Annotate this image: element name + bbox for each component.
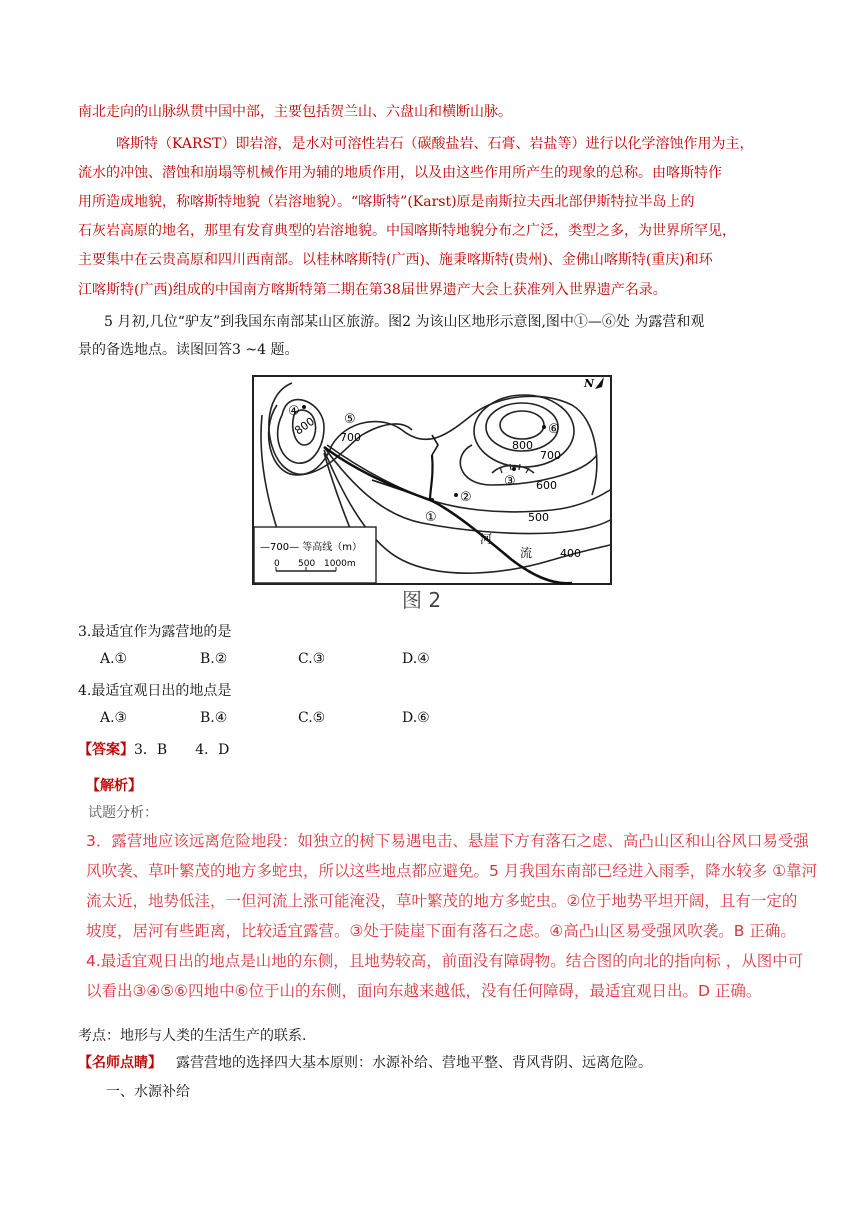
answer-label: 【答案】	[78, 742, 134, 758]
contour-label: 700	[340, 431, 361, 444]
point-2: ②	[460, 490, 472, 505]
q4-option-d: D.⑥	[402, 710, 430, 726]
north-label: N	[584, 377, 595, 390]
analysis-line-5: 4.最适宜观日出的地点是山地的东侧，且地势较高，前面没有障碍物。结合图的向北的指向标 ，从图中可	[86, 952, 804, 970]
river-label-1: 河	[480, 532, 493, 546]
section-heading: 一、水源补给	[106, 1084, 190, 1100]
point-4: ④	[288, 404, 300, 419]
analysis-heading: 【解析】	[86, 778, 142, 794]
q4-stem: 4.最适宜观日出的地点是	[78, 683, 232, 699]
contour-label: 400	[560, 547, 581, 560]
intro-line-6: 主要集中在云贵高原和四川西南部。以桂林喀斯特(广西)、施秉喀斯特(贵州)、金佛山喀斯特(重庆)和环	[78, 252, 713, 268]
tip-label: 【名师点睛】	[78, 1055, 162, 1071]
analysis-line-6: 以看出③④⑤⑥四地中⑥位于山的东侧，面向东越来越低，没有任何障碍，最适宜观日出。D 正确。	[86, 982, 762, 1000]
intro-line-5: 石灰岩高原的地名，那里有发育典型的岩溶地貌。中国喀斯特地貌分布之广泛，类型之多，为世界所罕见，	[78, 223, 736, 239]
q4-option-c: C.⑤	[298, 710, 326, 726]
intro-line-1: 南北走向的山脉纵贯中国中部，主要包括贺兰山、六盘山和横断山脉。	[78, 104, 512, 120]
q3-stem: 3.最适宜作为露营地的是	[78, 624, 232, 640]
legend-contour: —700— 等高线（m）	[260, 542, 363, 553]
point-1: ①	[425, 510, 437, 525]
point-3: ③	[504, 474, 516, 489]
contour-label: 800	[292, 414, 317, 438]
analysis-line-4: 坡度，居河有些距离，比较适宜露营。③处于陡崖下面有落石之虑。④高凸山区易受强风吹袭。B 正确。	[86, 922, 796, 940]
tip-line	[78, 1053, 652, 1073]
contour-label: 500	[528, 511, 549, 524]
point-6: ⑥	[548, 422, 560, 437]
q3-option-a: A.①	[100, 651, 128, 667]
river-label-2: 流	[520, 546, 533, 560]
contour-label: 700	[540, 449, 561, 462]
tip-text: 露营营地的选择四大基本原则：水源补给、营地平整、背风背阴、远离危险。	[176, 1055, 652, 1071]
analysis-line-3: 流太近，地势低洼，一但河流上涨可能淹没，草叶繁茂的地方多蛇虫。②位于地势平坦开阔，且有一定的	[86, 892, 798, 910]
q4-option-a: A.③	[100, 710, 128, 726]
analysis-line-2: 风吹袭、草叶繁茂的地方多蛇虫，所以这些地点都应避免。5 月我国东南部已经进入雨季，降水较多 ①靠河	[86, 862, 818, 880]
scale-0: 0	[274, 559, 280, 569]
answer-line	[78, 740, 229, 760]
intro-line-7: 江喀斯特(广西)组成的中国南方喀斯特第二期在第38届世界遗产大会上获准列入世界遗产名录。	[78, 282, 667, 298]
scale-mid: 500	[298, 559, 316, 569]
legend-box	[254, 527, 376, 583]
q4-option-b: B.④	[200, 710, 228, 726]
intro-line-3: 流水的冲蚀、潜蚀和崩塌等机械作用为辅的地质作用，以及由这些作用所产生的现象的总称。由喀斯特作	[78, 165, 722, 181]
contour-map	[252, 375, 612, 615]
question-intro-line-1: 5 月初,几位“驴友”到我国东南部某山区旅游。图2 为该山区地形示意图,图中①—⑥处 为露营和观	[104, 314, 705, 330]
kaodian-line: 考点：地形与人类的生活生产的联系.	[78, 1028, 307, 1044]
scale-end: 1000m	[324, 559, 356, 569]
figure-caption: 图 2	[402, 588, 442, 612]
answer-text: 3．B 4．D	[134, 742, 230, 758]
q3-option-b: B.②	[200, 651, 228, 667]
q3-option-d: D.④	[402, 651, 430, 667]
q3-option-c: C.③	[298, 651, 326, 667]
question-intro-line-2: 景的备选地点。读图回答3 ~4 题。	[78, 342, 299, 358]
point-5: ⑤	[344, 412, 356, 427]
intro-line-2: 喀斯特（KARST）即岩溶，是水对可溶性岩石（碳酸盐岩、石膏、岩盐等）进行以化学溶蚀作用为主，	[116, 136, 754, 152]
intro-line-4: 用所造成地貌，称喀斯特地貌（岩溶地貌）。“喀斯特”(Karst)原是南斯拉夫西北部伊斯特拉半岛上的	[78, 194, 695, 210]
contour-label: 600	[536, 479, 557, 492]
analysis-line-1: 3．露营地应该远离危险地段：如独立的树下易遇电击、悬崖下方有落石之虑、高凸山区和山谷风口易受强	[86, 832, 809, 850]
analysis-subheading: 试题分析：	[88, 805, 158, 821]
contour-label: 800	[512, 439, 533, 452]
